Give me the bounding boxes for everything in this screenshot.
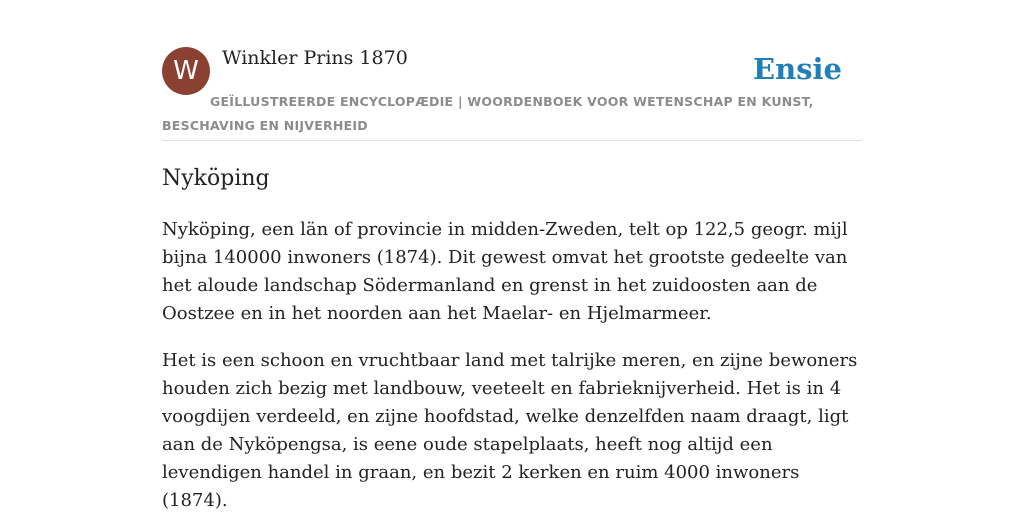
- publication-subtitle: GEÏLLUSTREERDE ENCYCLOPÆDIE | WOORDENBOEK VOOR WETENSCHAP EN KUNST, BESCHAVING EN NIJVERHEID: [162, 94, 814, 133]
- header: [162, 46, 862, 141]
- avatar[interactable]: W: [162, 47, 210, 95]
- article-title: Nyköping: [162, 166, 270, 191]
- ensie-logo[interactable]: Ensie: [753, 52, 842, 86]
- article-paragraph: Nyköping, een län of provincie in midden-Zweden, telt op 122,5 geogr. mijl bijna 140000 inwoners (1874). Dit gewest omvat het grootste gedeelte van het aloude landschap Södermanland en grenst in het zuidoosten aan de Oostzee en in het noorden aan het Maelar- en Hjelmarmeer.: [162, 219, 848, 324]
- article: [162, 163, 864, 512]
- article-paragraph: Het is een schoon en vruchtbaar land met talrijke meren, en zijne bewoners houden zich bezig met landbouw, veeteelt en fabrieknijverheid. Het is in 4 voogdijen verdeeld, en zijne hoofdstad, welke denzelfden naam draagt, ligt aan de Nyköpengsa, is eene oude stapelplaats, heeft nog altijd een levendigen handel in graan, en bezit 2 kerken en ruim 4000 inwoners (1874).: [162, 350, 858, 511]
- publication-title[interactable]: Winkler Prins 1870: [222, 47, 408, 69]
